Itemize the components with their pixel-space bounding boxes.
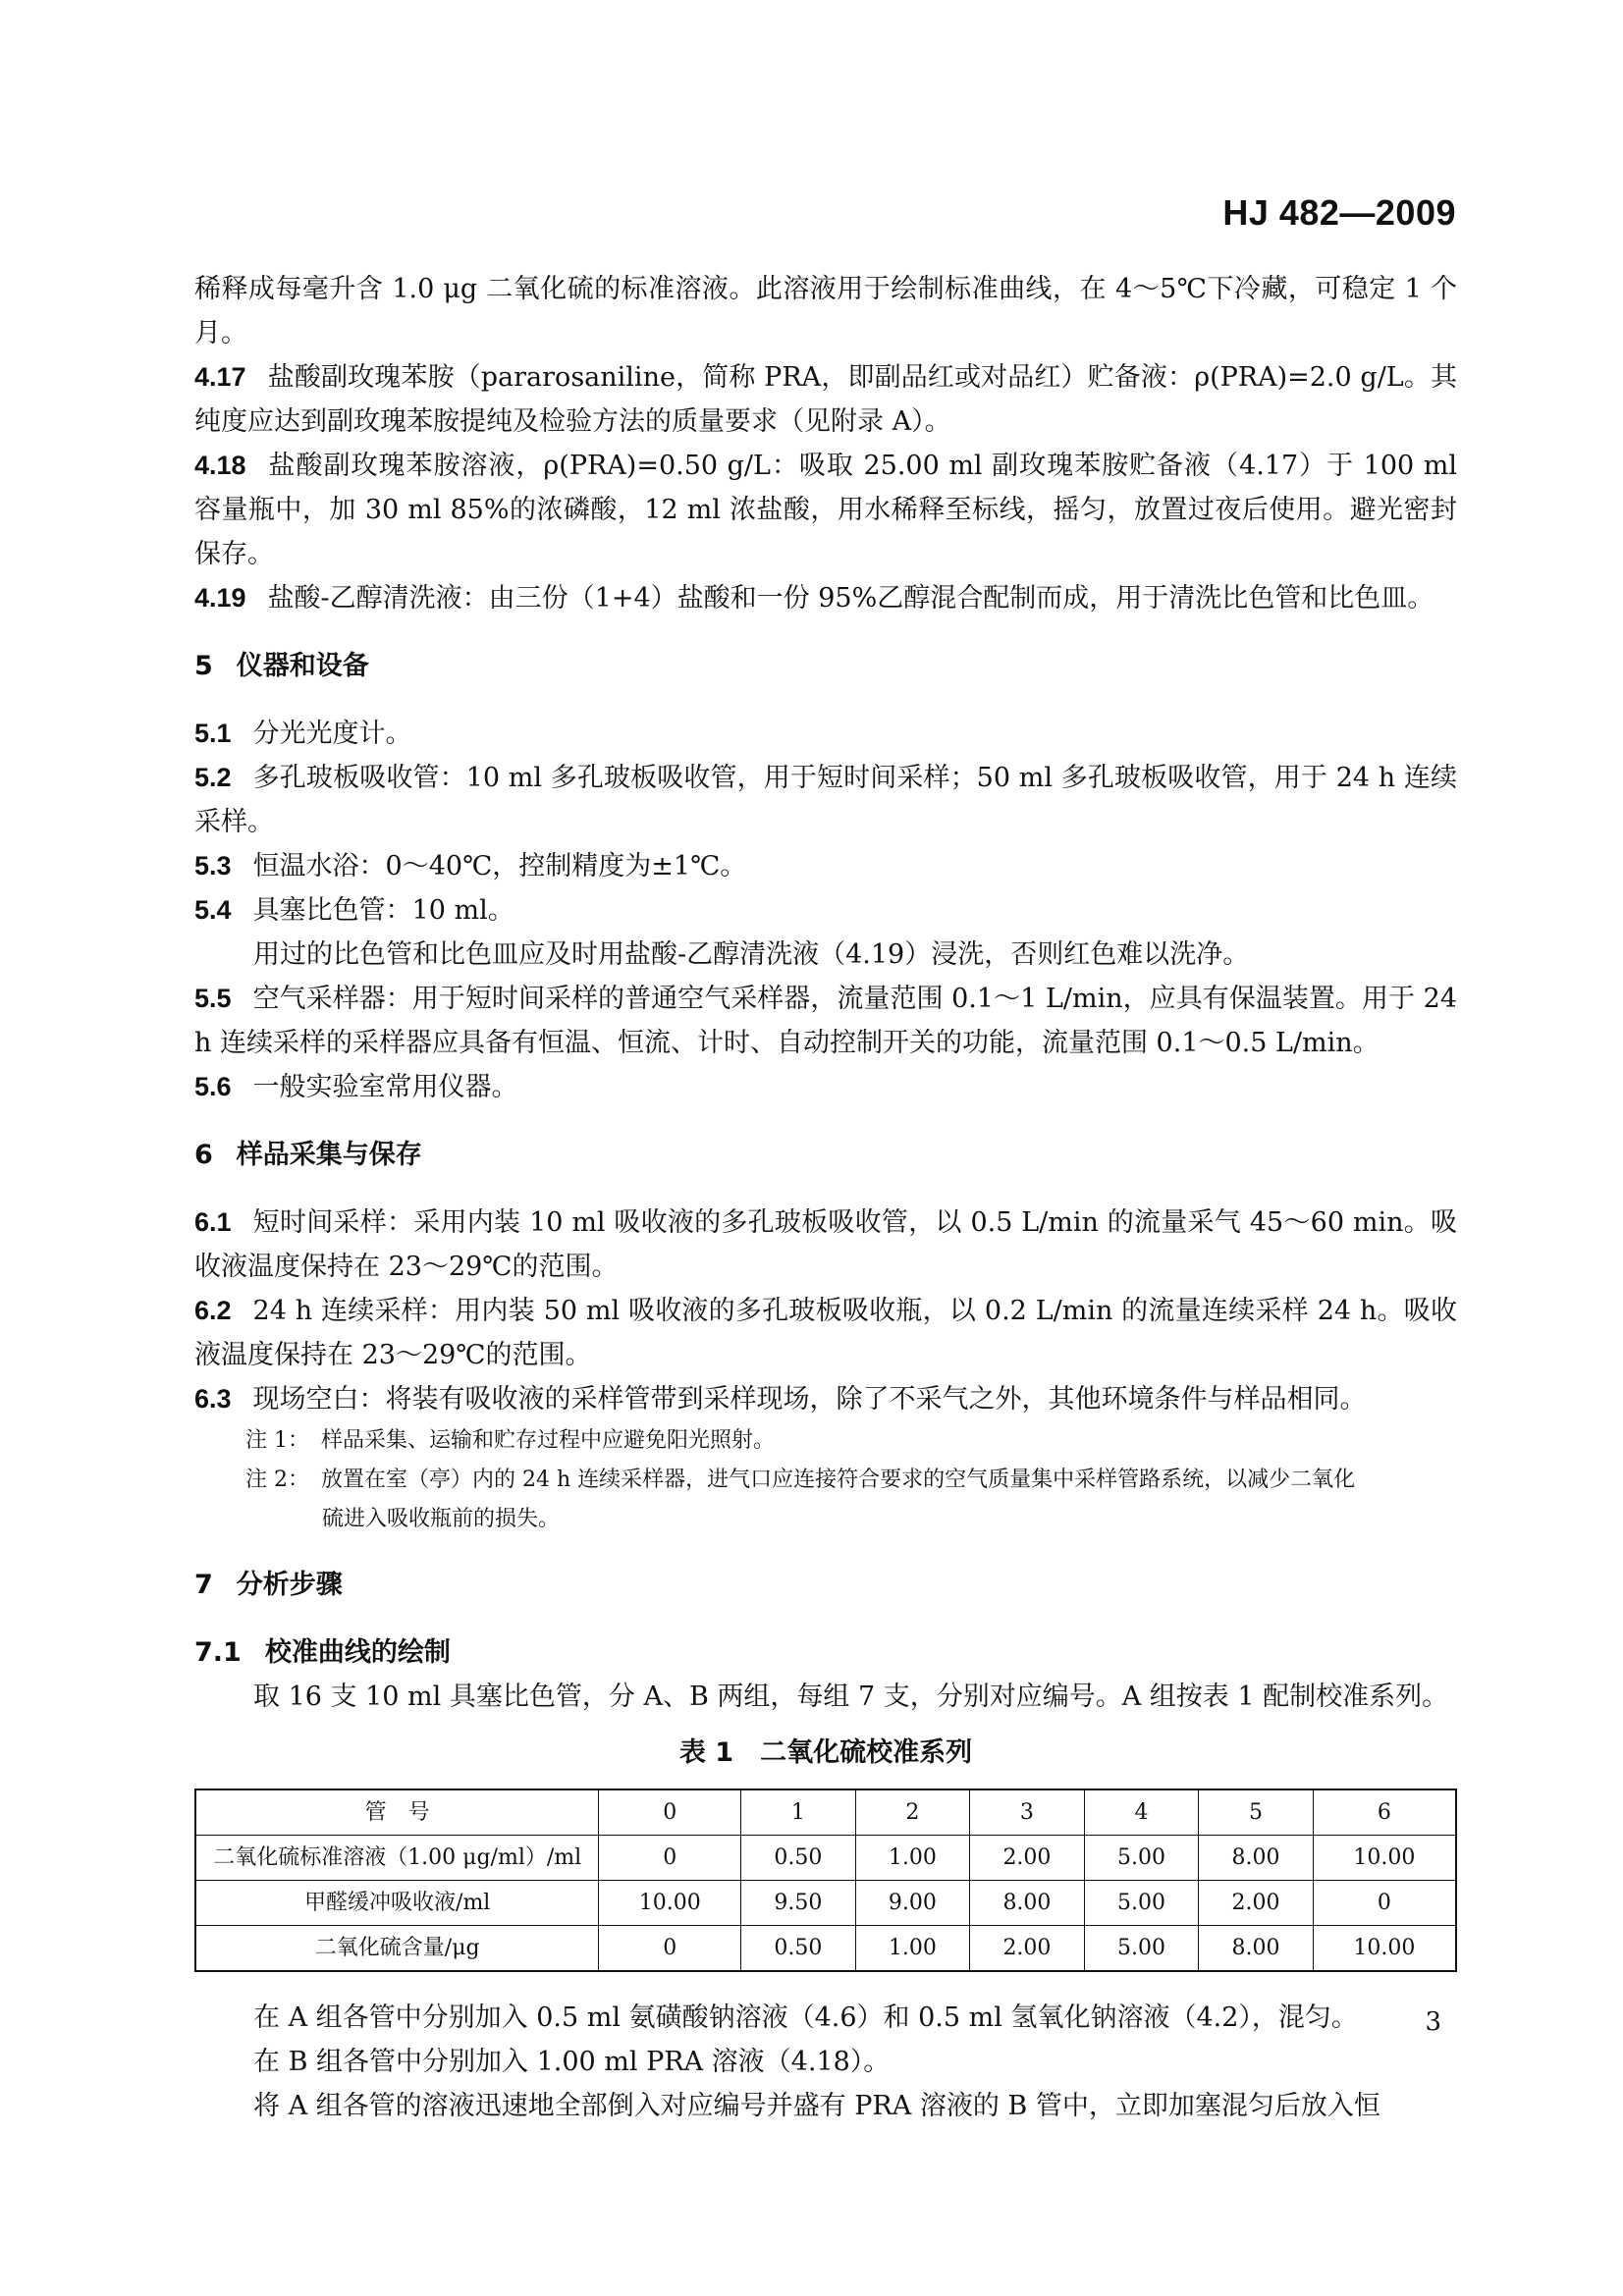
- table-cell: 0.50: [741, 1926, 856, 1972]
- paragraph-group-a: 在 A 组各管中分别加入 0.5 ml 氨磺酸钠溶液（4.6）和 0.5 ml 氢氧化钠溶液（4.2），混匀。: [253, 2002, 1358, 2033]
- table-header-cell: 1: [741, 1789, 856, 1836]
- note-label: 注 1：: [245, 1428, 309, 1453]
- item-number: 5.2: [194, 763, 232, 792]
- item-5-5: [194, 977, 1457, 1065]
- table-row: [195, 1836, 1456, 1881]
- item-text: 24 h 连续采样：用内装 50 ml 吸收液的多孔玻板吸收瓶，以 0.2 L/min 的流量连续采样 24 h。吸收液温度保持在 23～29℃的范围。: [194, 1296, 1457, 1370]
- item-number: 4.19: [194, 583, 246, 613]
- item-number: 5.4: [194, 895, 232, 925]
- item-5-2: [194, 756, 1457, 844]
- item-text: 短时间采样：采用内装 10 ml 吸收液的多孔玻板吸收管，以 0.5 L/min 的流量采气 45～60 min。吸收液温度保持在 23～29℃的范围。: [194, 1207, 1457, 1282]
- spacer: [194, 620, 1457, 644]
- note-2: [194, 1461, 1457, 1500]
- item-number: 5.5: [194, 984, 232, 1013]
- item-6-2: [194, 1289, 1457, 1377]
- table-cell: 8.00: [1199, 1926, 1314, 1972]
- item-number: 6.1: [194, 1207, 232, 1237]
- note-2-continuation: 硫进入吸收瓶前的损失。: [322, 1507, 561, 1531]
- table-cell: 2.00: [970, 1926, 1085, 1972]
- table-header-cell: 3: [970, 1789, 1085, 1836]
- spacer: [194, 1972, 1457, 1996]
- table-cell: 5.00: [1084, 1881, 1199, 1926]
- subsection-heading-7-1: [194, 1630, 1457, 1675]
- item-text: 恒温水浴：0～40℃，控制精度为±1℃。: [252, 851, 747, 881]
- item-number: 6.2: [194, 1296, 232, 1325]
- table-header-cell: 6: [1313, 1789, 1456, 1836]
- table-cell: 1.00: [855, 1836, 970, 1881]
- paragraph-7-1: 取 16 支 10 ml 具塞比色管，分 A、B 两组，每组 7 支，分别对应编号。A 组按表 1 配制校准系列。: [253, 1682, 1449, 1712]
- item-4-19: [194, 576, 1457, 620]
- section-heading-6: [194, 1133, 1457, 1177]
- item-4-18: [194, 444, 1457, 576]
- subsection-number: 7.1: [194, 1637, 242, 1668]
- section-number: 7: [194, 1570, 213, 1600]
- document-body: [194, 267, 1457, 2128]
- table-cell: 0.50: [741, 1836, 856, 1881]
- item-number: 6.3: [194, 1384, 232, 1414]
- section-heading-7: [194, 1563, 1457, 1607]
- spacer: [194, 1177, 1457, 1201]
- table-cell: 5.00: [1084, 1926, 1199, 1972]
- table-cell: 9.50: [741, 1881, 856, 1926]
- section-title: 分析步骤: [236, 1570, 343, 1600]
- table-header-cell: 5: [1199, 1789, 1314, 1836]
- paragraph-mix: 将 A 组各管的溶液迅速地全部倒入对应编号并盛有 PRA 溶液的 B 管中，立即加塞混匀后放入恒: [253, 2091, 1380, 2121]
- paragraph-group-b: 在 B 组各管中分别加入 1.00 ml PRA 溶液（4.18）。: [253, 2047, 891, 2077]
- section-title: 仪器和设备: [236, 651, 369, 681]
- table-cell: 二氧化硫含量/μg: [195, 1926, 599, 1972]
- item-number: 4.17: [194, 362, 246, 392]
- spacer: [194, 1109, 1457, 1133]
- table-cell: 9.00: [855, 1881, 970, 1926]
- calibration-table: [194, 1789, 1457, 1972]
- table-header-cell: 管 号: [195, 1789, 599, 1836]
- section-title: 样品采集与保存: [236, 1140, 422, 1170]
- table-title: 表 1 二氧化硫校准系列: [678, 1737, 973, 1768]
- item-text: 分光光度计。: [252, 719, 412, 749]
- item-text: 盐酸副玫瑰苯胺溶液，ρ(PRA)=0.50 g/L：吸取 25.00 ml 副玫瑰苯胺贮备液（4.17）于 100 ml 容量瓶中，加 30 ml 85%的浓磷酸，12 ml 浓盐酸，用水稀释至标线，摇匀，放置过夜后使用。避光密封保存。: [194, 451, 1457, 569]
- paragraph-4-16-continuation: 稀释成每毫升含 1.0 μg 二氧化硫的标准溶液。此溶液用于绘制标准曲线，在 4～5℃下冷藏，可稳定 1 个月。: [194, 274, 1457, 348]
- table-cell: 10.00: [1313, 1926, 1456, 1972]
- table-cell: 8.00: [970, 1881, 1085, 1926]
- table-cell: 二氧化硫标准溶液（1.00 μg/ml）/ml: [195, 1836, 599, 1881]
- section-number: 5: [194, 651, 213, 681]
- item-text: 多孔玻板吸收管：10 ml 多孔玻板吸收管，用于短时间采样；50 ml 多孔玻板吸收管，用于 24 h 连续采样。: [194, 763, 1457, 837]
- table-cell: 1.00: [855, 1926, 970, 1972]
- note-text: 样品采集、运输和贮存过程中应避免阳光照射。: [321, 1428, 776, 1453]
- spacer: [194, 1539, 1457, 1563]
- table-cell: 0: [599, 1926, 741, 1972]
- table-cell: 0: [599, 1836, 741, 1881]
- table-row: [195, 1881, 1456, 1926]
- item-text: 现场空白：将装有吸收液的采样管带到采样现场，除了不采气之外，其他环境条件与样品相同。: [252, 1384, 1367, 1415]
- spacer: [194, 688, 1457, 712]
- item-5-3: [194, 844, 1457, 888]
- table-cell: 2.00: [970, 1836, 1085, 1881]
- item-5-1: [194, 712, 1457, 756]
- table-cell: 10.00: [1313, 1836, 1456, 1881]
- note-1: [194, 1421, 1457, 1461]
- table-cell: 5.00: [1084, 1836, 1199, 1881]
- note-text: 放置在室（亭）内的 24 h 连续采样器，进气口应连接符合要求的空气质量集中采样管路系统，以减少二氧化: [321, 1468, 1356, 1492]
- item-number: 5.6: [194, 1072, 232, 1101]
- table-cell: 2.00: [1199, 1881, 1314, 1926]
- note-label: 注 2：: [245, 1468, 309, 1492]
- section-number: 6: [194, 1140, 213, 1170]
- table-cell: 甲醛缓冲吸收液/ml: [195, 1881, 599, 1926]
- item-text: 盐酸-乙醇清洗液：由三份（1+4）盐酸和一份 95%乙醇混合配制而成，用于清洗比色管和比色皿。: [267, 583, 1434, 614]
- item-6-3: [194, 1377, 1457, 1421]
- item-number: 5.3: [194, 851, 232, 881]
- table-cell: 0: [1313, 1881, 1456, 1926]
- item-text: 盐酸副玫瑰苯胺（pararosaniline，简称 PRA，即副品红或对品红）贮备液：ρ(PRA)=2.0 g/L。其纯度应达到副玫瑰苯胺提纯及检验方法的质量要求（见附录 A）。: [194, 362, 1457, 437]
- section-heading-5: [194, 644, 1457, 688]
- item-5-6: [194, 1065, 1457, 1109]
- item-6-1: [194, 1201, 1457, 1289]
- table-cell: 10.00: [599, 1881, 741, 1926]
- table-header-cell: 0: [599, 1789, 741, 1836]
- table-header-cell: 2: [855, 1789, 970, 1836]
- item-text: 空气采样器：用于短时间采样的普通空气采样器，流量范围 0.1～1 L/min，应具有保温装置。用于 24 h 连续采样的采样器应具备有恒温、恒流、计时、自动控制开关的功能，流量范围 0.1～0.5 L/min。: [194, 984, 1457, 1058]
- item-text: 具塞比色管：10 ml。: [252, 895, 514, 926]
- item-number: 5.1: [194, 719, 232, 748]
- table-row: [195, 1926, 1456, 1972]
- item-number: 4.18: [194, 451, 246, 480]
- table-header-cell: 4: [1084, 1789, 1199, 1836]
- table-header-row: [195, 1789, 1456, 1836]
- spacer: [194, 1607, 1457, 1630]
- item-5-4-continuation: 用过的比色管和比色皿应及时用盐酸-乙醇清洗液（4.19）浸洗，否则红色难以洗净。: [253, 939, 1250, 970]
- page-number: 3: [1425, 2007, 1441, 2037]
- item-4-17: [194, 355, 1457, 444]
- subsection-title: 校准曲线的绘制: [264, 1637, 451, 1668]
- table-cell: 8.00: [1199, 1836, 1314, 1881]
- standard-number: HJ 482—2009: [1222, 192, 1456, 233]
- item-5-4: [194, 888, 1457, 933]
- item-text: 一般实验室常用仪器。: [252, 1072, 518, 1102]
